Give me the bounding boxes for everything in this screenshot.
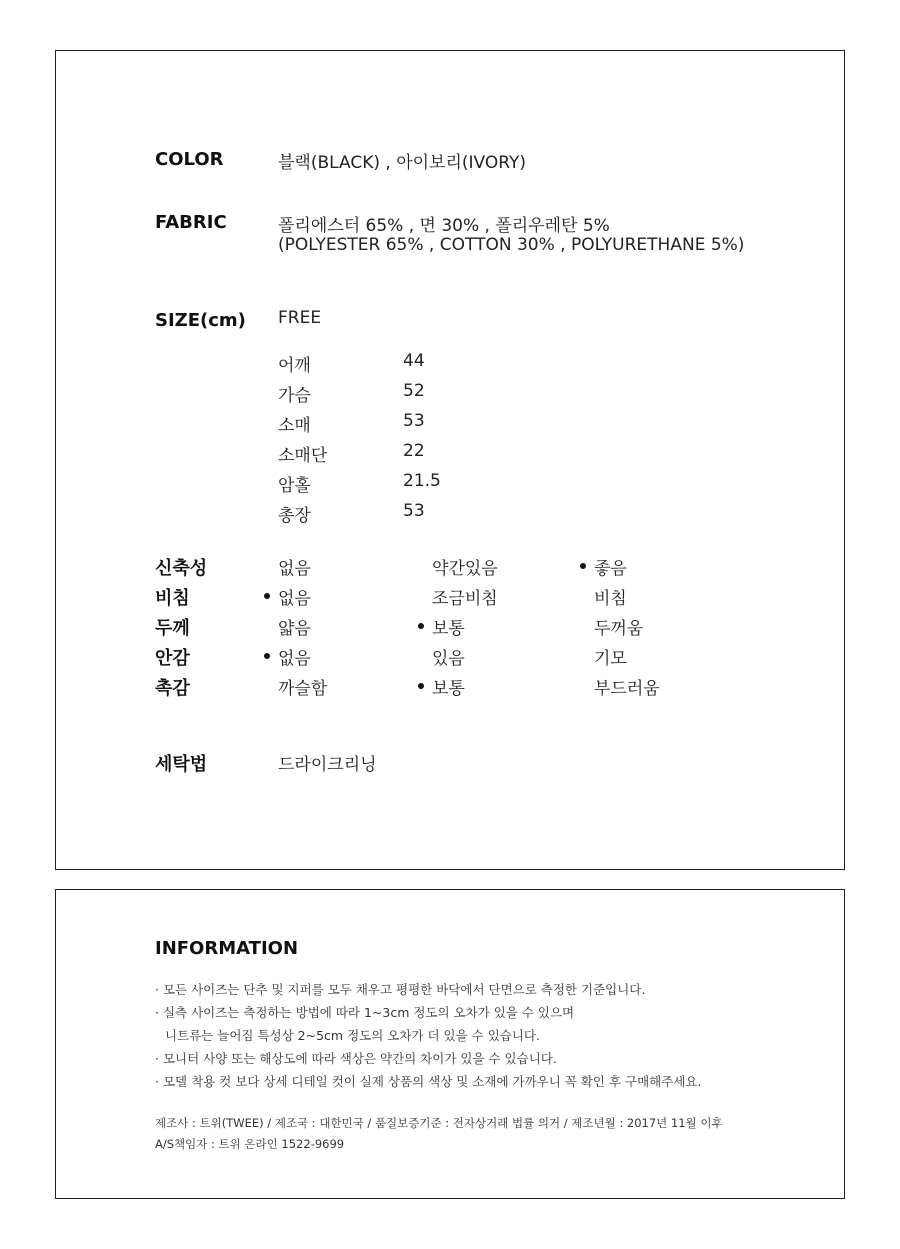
attribute-option: 보통 [432,679,465,699]
attribute-label: 안감 [155,648,190,669]
measurement-value: 21.5 [403,471,441,491]
selected-bullet-icon [418,623,424,629]
measurement-value: 53 [403,501,425,521]
measurement-name: 소매단 [278,446,328,466]
fabric-value-line2: (POLYESTER 65% , COTTON 30% , POLYURETHANE 5%) [278,235,745,255]
attribute-option: 까슬함 [278,679,328,699]
measurement-name: 가슴 [278,386,311,406]
attribute-label: 신축성 [155,558,208,579]
attribute-option: 약간있음 [432,559,498,579]
attribute-option: 없음 [278,589,311,609]
selected-bullet-icon [580,563,586,569]
measurement-name: 총장 [278,506,311,526]
attribute-option: 없음 [278,559,311,579]
attribute-option: 좋음 [594,559,627,579]
attribute-option: 비침 [594,589,627,609]
attribute-option: 기모 [594,649,627,669]
measurement-name: 소매 [278,416,311,436]
attribute-option: 얇음 [278,619,311,639]
information-panel [55,889,845,1199]
measurement-value: 44 [403,351,425,371]
attribute-label: 촉감 [155,678,190,699]
manufacturer-info: 제조사 : 트위(TWEE) / 제조국 : 대한민국 / 품질보증기준 : 전자상거래 법률 의거 / 제조년월 : 2017년 11월 이후 [155,1116,723,1130]
color-value: 블랙(BLACK) , 아이보리(IVORY) [278,153,526,173]
attribute-option: 조금비침 [432,589,498,609]
wash-value: 드라이크리닝 [278,755,377,775]
attribute-label: 비침 [155,588,190,609]
attribute-option: 보통 [432,619,465,639]
fabric-label: FABRIC [155,212,227,233]
fabric-value-line1: 폴리에스터 65% , 면 30% , 폴리우레탄 5% [278,216,610,236]
attribute-option: 없음 [278,649,311,669]
selected-bullet-icon [264,593,270,599]
size-value: FREE [278,308,322,328]
attribute-option: 부드러움 [594,679,660,699]
attribute-label: 두께 [155,618,190,639]
size-label: SIZE(cm) [155,310,246,331]
wash-label: 세탁법 [155,754,208,775]
info-line: · 모델 착용 컷 보다 상세 디테일 컷이 실제 상품의 색상 및 소재에 가까우니 꼭 확인 후 구매해주세요. [155,1074,702,1089]
attribute-option: 있음 [432,649,465,669]
selected-bullet-icon [418,683,424,689]
measurement-value: 52 [403,381,425,401]
info-line: 니트류는 늘어짐 특성상 2~5cm 정도의 오차가 더 있을 수 있습니다. [165,1028,540,1043]
as-contact-info: A/S책임자 : 트위 온라인 1522-9699 [155,1137,345,1151]
measurement-value: 53 [403,411,425,431]
attribute-option: 두꺼움 [594,619,644,639]
measurement-value: 22 [403,441,425,461]
measurement-name: 암홀 [278,476,311,496]
info-line: · 모니터 사양 또는 해상도에 따라 색상은 약간의 차이가 있을 수 있습니다. [155,1051,557,1066]
information-title: INFORMATION [155,938,299,959]
info-line: · 실측 사이즈는 측정하는 방법에 따라 1~3cm 정도의 오차가 있을 수 있으며 [155,1005,575,1020]
measurement-name: 어깨 [278,356,311,376]
info-line: · 모든 사이즈는 단추 및 지퍼를 모두 채우고 평평한 바닥에서 단면으로 측정한 기준입니다. [155,982,646,997]
color-label: COLOR [155,149,224,170]
selected-bullet-icon [264,653,270,659]
product-spec-panel [55,50,845,870]
